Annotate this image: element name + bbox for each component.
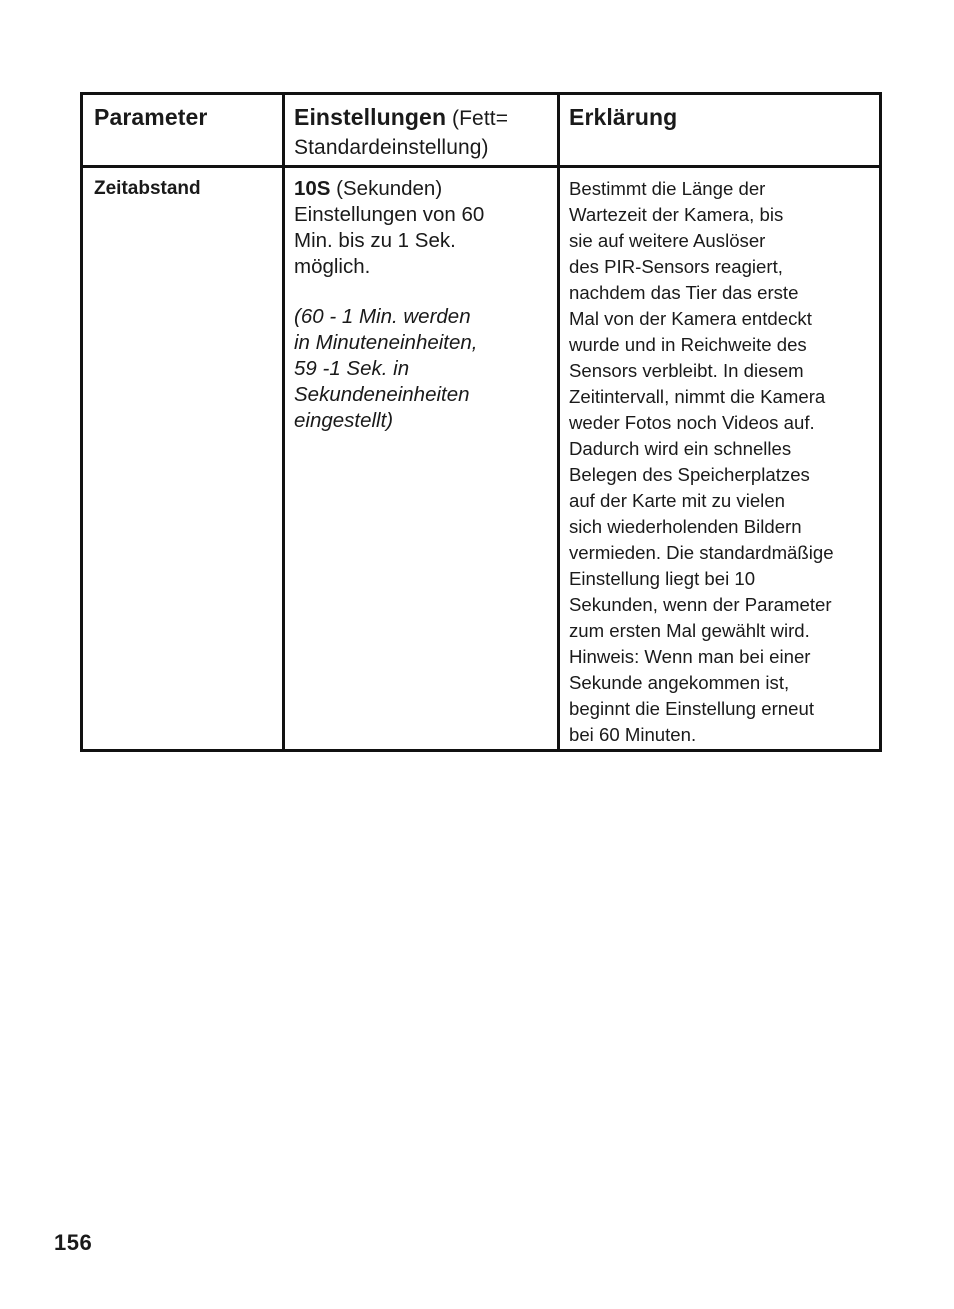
explanation-line: Bestimmt die Länge der bbox=[569, 178, 766, 199]
explanation-line: vermieden. Die standardmäßige bbox=[569, 542, 834, 563]
explanation-line: Dadurch wird ein schnelles bbox=[569, 438, 792, 459]
explanation-line: wurde und in Reichweite des bbox=[569, 334, 807, 355]
settings-default-line bbox=[294, 176, 554, 202]
header-explanation: Erklärung bbox=[569, 104, 678, 130]
explanation-line: zum ersten Mal gewählt wird. bbox=[569, 620, 810, 641]
settings-default-unit: (Sekunden) bbox=[330, 177, 443, 200]
settings-note-line: (60 - 1 Min. werden bbox=[294, 305, 471, 328]
explanation-line: Sekunden, wenn der Parameter bbox=[569, 594, 832, 615]
settings-note-line: Sekundeneinheiten bbox=[294, 383, 470, 406]
header-settings bbox=[294, 103, 554, 163]
explanation-line: des PIR-Sensors reagiert, bbox=[569, 256, 783, 277]
header-settings-main: Einstellungen bbox=[294, 104, 447, 130]
settings-note-line: in Minuteneinheiten, bbox=[294, 331, 478, 354]
explanation-line: Mal von der Kamera entdeckt bbox=[569, 308, 812, 329]
settings-line: möglich. bbox=[294, 255, 371, 278]
header-settings-note-line2: Standardeinstellung) bbox=[294, 136, 489, 159]
settings-line: Min. bis zu 1 Sek. bbox=[294, 229, 456, 252]
page-number: 156 bbox=[54, 1230, 93, 1255]
settings-note-line: eingestellt) bbox=[294, 409, 394, 432]
column-divider bbox=[282, 95, 285, 749]
settings-note bbox=[294, 304, 554, 434]
explanation-line: Sekunde angekommen ist, bbox=[569, 672, 790, 693]
header-settings-note: (Fett= bbox=[446, 107, 509, 130]
explanation-line: beginnt die Einstellung erneut bbox=[569, 698, 814, 719]
settings-line: Einstellungen von 60 bbox=[294, 203, 485, 226]
explanation-line: Wartezeit der Kamera, bis bbox=[569, 204, 784, 225]
column-divider bbox=[557, 95, 560, 749]
row-settings bbox=[294, 176, 554, 434]
header-parameter: Parameter bbox=[94, 104, 208, 130]
settings-default-value: 10S bbox=[294, 177, 331, 200]
row-explanation bbox=[569, 176, 879, 748]
explanation-line: Zeitintervall, nimmt die Kamera bbox=[569, 386, 826, 407]
explanation-line: Sensors verbleibt. In diesem bbox=[569, 360, 804, 381]
explanation-line: nachdem das Tier das erste bbox=[569, 282, 799, 303]
explanation-line: auf der Karte mit zu vielen bbox=[569, 490, 785, 511]
explanation-line: sie auf weitere Auslöser bbox=[569, 230, 766, 251]
settings-table bbox=[80, 92, 882, 752]
explanation-line: weder Fotos noch Videos auf. bbox=[569, 412, 815, 433]
explanation-line: bei 60 Minuten. bbox=[569, 724, 697, 745]
explanation-line: Belegen des Speicherplatzes bbox=[569, 464, 810, 485]
row-parameter-zeitabstand: Zeitabstand bbox=[94, 178, 201, 199]
explanation-line: sich wiederholenden Bildern bbox=[569, 516, 802, 537]
explanation-line: Einstellung liegt bei 10 bbox=[569, 568, 756, 589]
header-divider bbox=[83, 165, 879, 168]
explanation-line: Hinweis: Wenn man bei einer bbox=[569, 646, 811, 667]
settings-note-line: 59 -1 Sek. in bbox=[294, 357, 410, 380]
